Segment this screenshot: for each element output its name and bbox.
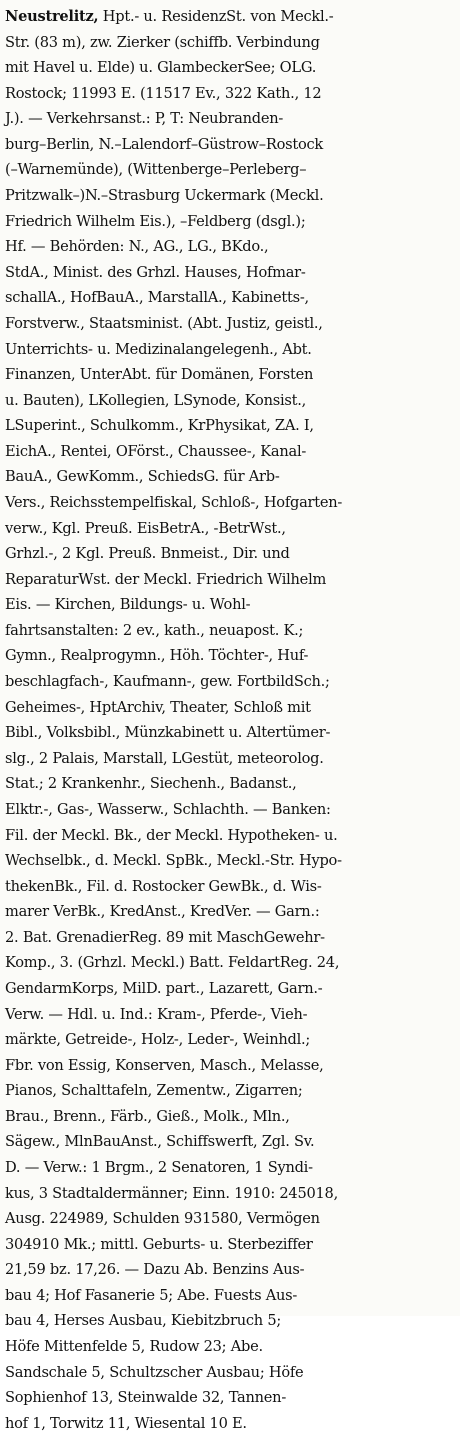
entry-line: Unterrichts- u. Medizinalangelegenh., Abt. [5, 340, 312, 358]
entry-line: StdA., Minist. des Grhzl. Hauses, Hofmar- [5, 263, 306, 281]
entry-line: (–Warnemünde), (Wittenberge–Perleberg– [5, 161, 307, 179]
entry-line: 304910 Mk.; mittl. Geburts- u. Sterbeziffer [5, 1235, 313, 1253]
entry-line: Forstverw., Staatsminist. (Abt. Justiz, geistl., [5, 314, 323, 332]
entry-line: bau 4, Herses Ausbau, Kiebitzbruch 5; [5, 1312, 282, 1330]
entry-line: ReparaturWst. der Meckl. Friedrich Wilhelm [5, 570, 327, 588]
entry-line: Sophienhof 13, Steinwalde 32, Tannen- [5, 1389, 287, 1407]
entry-line-text: Hpt.- u. ResidenzSt. von Meckl.- [98, 8, 334, 25]
entry-line: Stat.; 2 Krankenhr., Siechenh., Badanst., [5, 775, 297, 793]
entry-line: slg., 2 Palais, Marstall, LGestüt, meteorolog. [5, 749, 324, 767]
entry-line: Pritzwalk–)N.–Strasburg Uckermark (Meckl. [5, 187, 324, 205]
entry-line: Gymn., Realprogymn., Höh. Töchter-, Huf- [5, 647, 309, 665]
entry-line: Verw. — Hdl. u. Ind.: Kram-, Pferde-, Vieh- [5, 1005, 308, 1023]
entry-line: Komp., 3. (Grhzl. Meckl.) Batt. FeldartReg. 24, [5, 954, 340, 972]
entry-line: fahrtsanstalten: 2 ev., kath., neuapost. K.; [5, 621, 304, 639]
entry-line: EichA., Rentei, OFörst., Chaussee-, Kanal- [5, 442, 307, 460]
entry-line: Höfe Mittenfelde 5, Rudow 23; Abe. [5, 1338, 263, 1356]
entry-line: Friedrich Wilhelm Eis.), –Feldberg (dsgl.); [5, 212, 306, 230]
entry-line: Eis. — Kirchen, Bildungs- u. Wohl- [5, 596, 251, 614]
entry-line: beschlagfach-, Kaufmann-, gew. FortbildSch.; [5, 673, 330, 691]
entry-line: BauA., GewKomm., SchiedsG. für Arb- [5, 468, 280, 486]
entry-line: LSuperint., Schulkomm., KrPhysikat, ZA. I, [5, 417, 314, 435]
entry-line: Ausg. 224989, Schulden 931580, Vermögen [5, 1210, 320, 1228]
entry-line: Fil. der Meckl. Bk., der Meckl. Hypotheken- u. [5, 826, 338, 844]
entry-line: bau 4; Hof Fasanerie 5; Abe. Fuests Aus- [5, 1286, 298, 1304]
entry-line: verw., Kgl. Preuß. EisBetrA., -BetrWst., [5, 519, 286, 537]
entry-line: Str. (83 m), zw. Zierker (schiffb. Verbindung [5, 33, 320, 51]
entry-line: märkte, Getreide-, Holz-, Leder-, Weinhdl.; [5, 1031, 311, 1049]
entry-line: Sandschale 5, Schultzscher Ausbau; Höfe [5, 1363, 304, 1381]
entry-line: burg–Berlin, N.–Lalendorf–Güstrow–Rostock [5, 135, 324, 153]
entry-line: Finanzen, UnterAbt. für Domänen, Forsten [5, 366, 314, 384]
entry-line: mit Havel u. Elde) u. GlambeckerSee; OLG. [5, 59, 317, 77]
entry-line: J.). — Verkehrsanst.: P, T: Neubranden- [5, 110, 284, 128]
entry-line: Brau., Brenn., Färb., Gieß., Molk., Mln., [5, 1107, 290, 1125]
entry-line: D. — Verw.: 1 Brgm., 2 Senatoren, 1 Syndi- [5, 1159, 313, 1177]
entry-line: schallA., HofBauA., MarstallA., Kabinetts-, [5, 289, 309, 307]
entry-line: u. Bauten), LKollegien, LSynode, Konsist., [5, 391, 307, 409]
entry-line: Elktr.-, Gas-, Wasserw., Schlachth. — Banken: [5, 800, 331, 818]
entry-line: Bibl., Volksbibl., Münzkabinett u. Altertümer- [5, 724, 331, 742]
entry-line: marer VerBk., KredAnst., KredVer. — Garn.: [5, 903, 320, 921]
entry-line: Vers., Reichsstempelfiskal, Schloß-, Hofgarten- [5, 493, 343, 511]
entry-line: Geheimes-, HptArchiv, Theater, Schloß mit [5, 698, 311, 716]
entry-line: GendarmKorps, MilD. part., Lazarett, Garn.- [5, 979, 323, 997]
entry-line: Fbr. von Essig, Konserven, Masch., Melasse, [5, 1056, 324, 1074]
entry-line: Wechselbk., d. Meckl. SpBk., Meckl.-Str. Hypo- [5, 852, 342, 870]
entry-line: Hf. — Behörden: N., AG., LG., BKdo., [5, 238, 269, 256]
entry-line: kus, 3 Stadtaldermänner; Einn. 1910: 245018, [5, 1184, 338, 1202]
entry-headword: Neustrelitz, [5, 8, 99, 25]
entry-line [5, 4, 457, 30]
entry-line: thekenBk., Fil. d. Rostocker GewBk., d. Wis- [5, 877, 322, 895]
gazetteer-entry-neustrelitz [5, 4, 457, 1436]
entry-line: 21,59 bz. 17,26. — Dazu Ab. Benzins Aus- [5, 1261, 305, 1279]
entry-line: 2. Bat. GrenadierReg. 89 mit MaschGewehr- [5, 928, 325, 946]
entry-line: Grhzl.-, 2 Kgl. Preuß. Bnmeist., Dir. und [5, 545, 290, 563]
entry-line: Rostock; 11993 E. (11517 Ev., 322 Kath., 12 [5, 84, 322, 102]
entry-line: hof 1, Torwitz 11, Wiesental 10 E. [5, 1414, 247, 1432]
entry-line: Sägew., MlnBauAnst., Schiffswerft, Zgl. Sv. [5, 1133, 315, 1151]
entry-line: Pianos, Schalttafeln, Zementw., Zigarren; [5, 1082, 303, 1100]
